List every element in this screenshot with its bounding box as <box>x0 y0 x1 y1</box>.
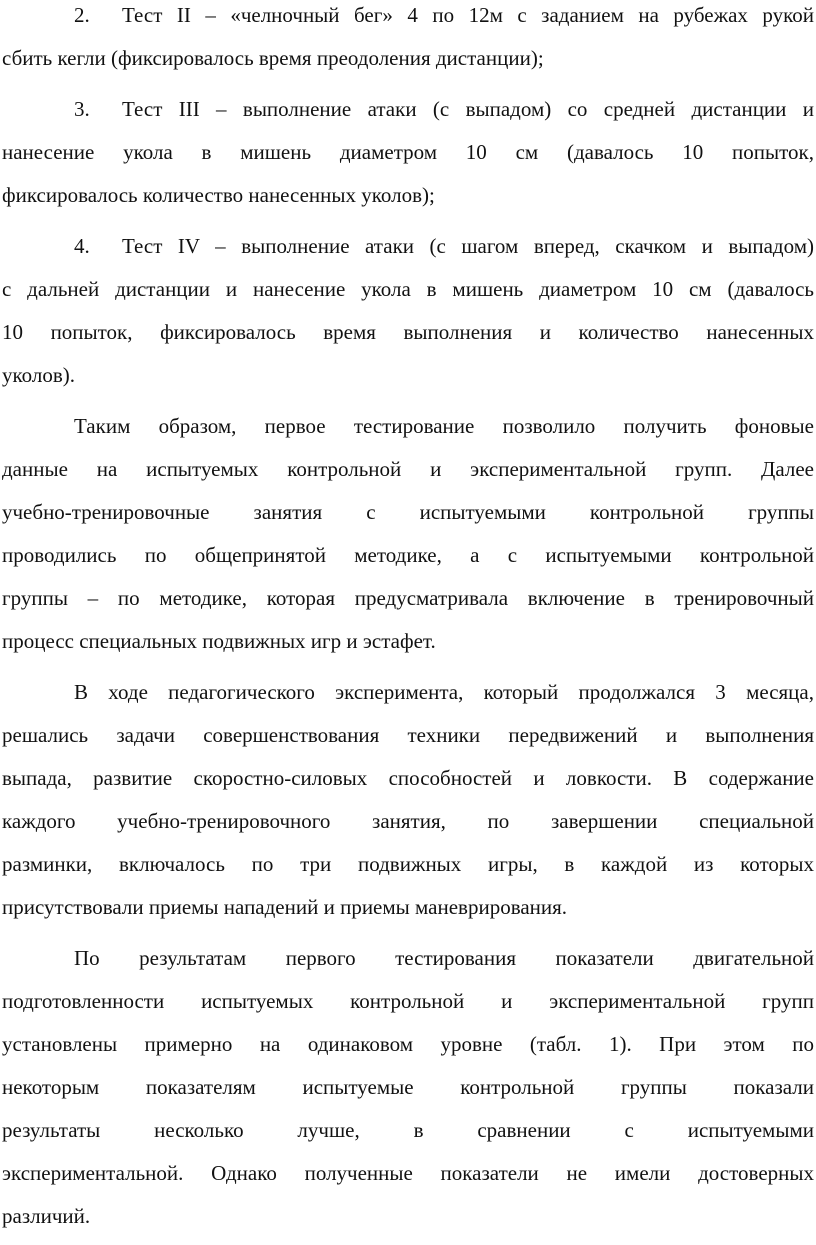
paragraph-1-line-4: проводились по общепринятой методике, а с испытуемыми контрольной <box>2 543 814 567</box>
paragraph-3-line-2: подготовленности испытуемых контрольной и экспериментальной групп <box>2 989 814 1013</box>
paragraph-3-line-7: различий. <box>2 1204 91 1228</box>
numbered-item-2-line-2: сбить кегли (фиксировалось время преодоления дистанции); <box>2 46 544 70</box>
paragraph-2-line-5: разминки, включалось по три подвижных игры, в каждой из которых <box>2 852 814 876</box>
paragraph-1-line-2: данные на испытуемых контрольной и экспериментальной групп. Далее <box>2 457 814 481</box>
numbered-item-3-line-1 <box>74 94 814 124</box>
line-text: Тест II – «челночный бег» 4 по 12м с заданием на рубежах рукой <box>122 3 814 27</box>
line-text: Тест III – выполнение атаки (с выпадом) со средней дистанции и <box>122 97 814 121</box>
paragraph-3-line-1: По результатам первого тестирования показатели двигательной <box>74 946 814 970</box>
paragraph-1-line-6: процесс специальных подвижных игр и эстафет. <box>2 629 436 653</box>
paragraph-2-line-1: В ходе педагогического эксперимента, который продолжался 3 месяца, <box>74 680 814 704</box>
paragraph-2-line-2: решались задачи совершенствования техники передвижений и выполнения <box>2 723 814 747</box>
line-text: Тест IV – выполнение атаки (с шагом вперед, скачком и выпадом) <box>122 234 814 258</box>
numbered-item-4-line-3: 10 попыток, фиксировалось время выполнения и количество нанесенных <box>2 320 814 344</box>
numbered-item-2-line-1 <box>74 0 814 30</box>
paragraph-1-line-3: учебно-тренировочные занятия с испытуемыми контрольной группы <box>2 500 814 524</box>
numbered-item-4-line-1 <box>74 231 814 261</box>
paragraph-1-line-1: Таким образом, первое тестирование позволило получить фоновые <box>74 414 814 438</box>
paragraph-1-line-5: группы – по методике, которая предусматривала включение в тренировочный <box>2 586 814 610</box>
paragraph-3-line-3: установлены примерно на одинаковом уровне (табл. 1). При этом по <box>2 1032 814 1056</box>
numbered-item-3-line-2: нанесение укола в мишень диаметром 10 см (давалось 10 попыток, <box>2 140 814 164</box>
item-number: 2. <box>74 3 90 27</box>
paragraph-2-line-4: каждого учебно-тренировочного занятия, по завершении специальной <box>2 809 814 833</box>
item-number: 4. <box>74 234 90 258</box>
item-number: 3. <box>74 97 90 121</box>
numbered-item-4-line-4: уколов). <box>2 363 75 387</box>
paragraph-2-line-3: выпада, развитие скоростно-силовых способностей и ловкости. В содержание <box>2 766 814 790</box>
paragraph-3-line-4: некоторым показателям испытуемые контрольной группы показали <box>2 1075 814 1099</box>
numbered-item-3-line-3: фиксировалось количество нанесенных уколов); <box>2 183 435 207</box>
paragraph-3-line-6: экспериментальной. Однако полученные показатели не имели достоверных <box>2 1161 814 1185</box>
numbered-item-4-line-2: с дальней дистанции и нанесение укола в мишень диаметром 10 см (давалось <box>2 277 814 301</box>
paragraph-3-line-5: результаты несколько лучше, в сравнении с испытуемыми <box>2 1118 814 1142</box>
paragraph-2-line-6: присутствовали приемы нападений и приемы маневрирования. <box>2 895 568 919</box>
